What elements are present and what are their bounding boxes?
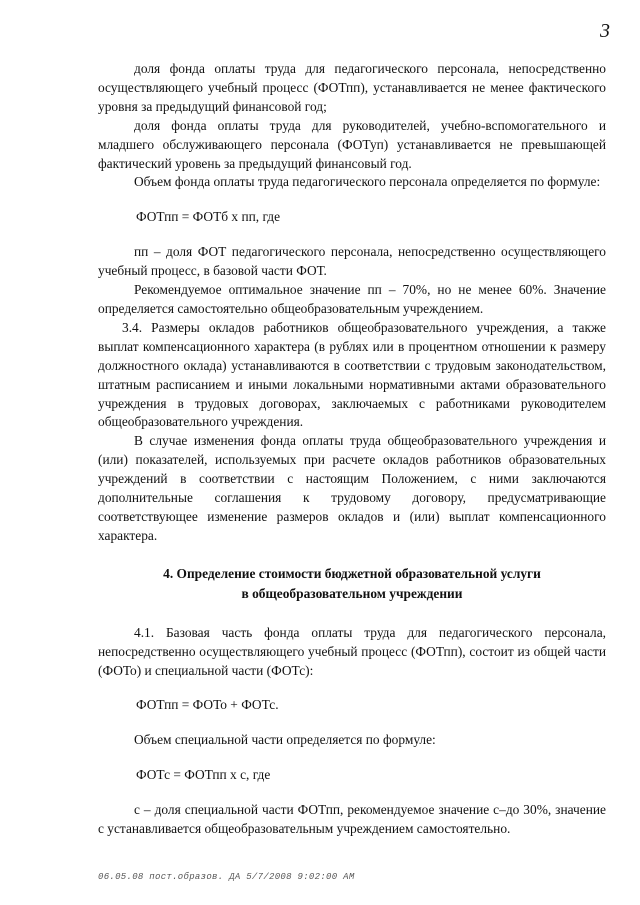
section-4-heading-line1: 4. Определение стоимости бюджетной образовательной услуги <box>163 565 541 581</box>
formula-fotpp-sum: ФОТпп = ФОТо + ФОТс. <box>136 697 279 713</box>
paragraph-recommended-value: Рекомендуемое оптимальное значение пп – 70%, но не менее 60%. Значение определяется самостоятельно общеобразовательным учреждением. <box>98 282 606 316</box>
section-4-heading-line2: в общеобразовательном учреждении <box>241 585 463 601</box>
formula-fotpp: ФОТпп = ФОТб х пп, где <box>136 209 281 225</box>
document-body <box>98 60 606 839</box>
formula-fotc: ФОТс = ФОТпп х с, где <box>136 767 271 783</box>
page-number: 3 <box>600 20 610 42</box>
paragraph-section-4-1: 4.1. Базовая часть фонда оплаты труда для педагогического персонала, непосредственно осуществляющего учебный процесс (ФОТпп), состоит из общей части (ФОТо) и специальной части (ФОТс): <box>98 624 606 678</box>
paragraph-teaching-staff-share: доля фонда оплаты труда для педагогического персонала, непосредственно осуществляющего учебный процесс (ФОТпп), устанавливается не менее фактического уровня за предыдущий финансовой год; <box>98 61 606 114</box>
paragraph-change-conditions: В случае изменения фонда оплаты труда общеобразовательного учреждения и (или) показателей, используемых при расчете окладов работников образовательных учреждений в соответствии с настоящим Положением, с ними заключаются дополнительные соглашения к трудовому договору, предусматривающие соответствующее изменение размеров окладов и (или) выплат компенсационного характера. <box>98 433 606 543</box>
section-4-heading <box>98 564 606 604</box>
document-footer: 06.05.08 пост.образов. ДА 5/7/2008 9:02:00 AM <box>98 872 355 882</box>
paragraph-management-share: доля фонда оплаты труда для руководителей, учебно-вспомогательного и младшего обслуживающего персонала (ФОТуп) устанавливается не превышающей фактический уровень за предыдущий финансовый год. <box>98 117 606 171</box>
paragraph-section-3-4: 3.4. Размеры окладов работников общеобразовательного учреждения, а также выплат компенсационного характера (в рублях или в процентном отношении к размеру должностного оклада) устанавливаются в соответствии с трудовым законодательством, штатным расписанием и иными локальными нормативными актами образовательного учреждения в трудовых договорах, заключаемых с работниками руководителем общеобразовательного учреждения. <box>98 319 606 430</box>
paragraph-formula-intro: Объем фонда оплаты труда педагогического персонала определяется по формуле: <box>134 174 601 190</box>
paragraph-pp-definition: пп – доля ФОТ педагогического персонала, непосредственно осуществляющего учебный процесс, в базовой части ФОТ. <box>98 244 606 279</box>
paragraph-special-part-intro: Объем специальной части определяется по формуле: <box>134 732 436 748</box>
paragraph-c-definition: с – доля специальной части ФОТпп, рекомендуемое значение с–до 30%, значение с устанавливается общеобразовательным учреждением самостоятельно. <box>98 802 606 837</box>
